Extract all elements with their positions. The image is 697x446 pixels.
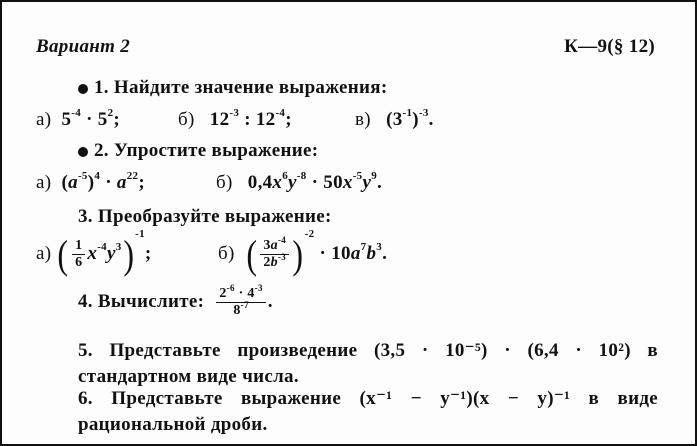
task-number: 3. [78, 206, 93, 227]
bullet-icon [78, 147, 88, 157]
part-expr: $(a^{-5})^4 \cdot a^{22}$; [56, 170, 145, 193]
part-expr: ( $\frac{1}{6}$ $x^{-4}y^3)^{-1}$; [57, 228, 152, 277]
task-number: 1. [94, 77, 109, 98]
task-expr: $\frac{2^{-6} \cdot 4^{-3}}{8^{-7}}$ . [209, 291, 273, 312]
task-number: 6. [78, 388, 93, 409]
task-1-part-c [355, 109, 434, 131]
task-4 [78, 283, 273, 319]
task-5 [78, 338, 658, 390]
part-expr: $(3^{-1})^{-3}$. [375, 107, 434, 130]
task-number: 2. [94, 140, 109, 161]
part-label: а) [36, 243, 52, 264]
task-3-part-a [36, 228, 152, 277]
task-1-heading [78, 77, 388, 99]
task-2-part-b [216, 172, 382, 194]
task-2-part-a [36, 172, 145, 194]
part-expr: $0,4x^6y^{-8} \cdot 50x^{-5}y^9$. [237, 170, 383, 193]
part-expr: $5^{-4} \cdot 5^2$; [56, 107, 121, 130]
part-label: а) [36, 172, 52, 193]
part-expr: $12^{-3}$ : $12^{-4}$; [199, 107, 292, 130]
task-3-heading [78, 206, 332, 228]
task-text: Вычислите: [97, 290, 205, 312]
part-label: б) [218, 243, 235, 264]
test-code: К—9(§ 12) [564, 36, 655, 57]
part-label: б) [216, 172, 233, 193]
task-6 [78, 386, 658, 438]
part-label: в) [355, 109, 371, 130]
part-label: б) [178, 109, 195, 130]
task-text: Преобразуйте выражение: [97, 206, 332, 227]
task-1-part-b [178, 109, 292, 131]
part-label: а) [36, 109, 52, 130]
task-number: 4. [78, 290, 93, 312]
task-1-parts [36, 109, 120, 131]
part-expr: ( $\frac{3a^{-4}}{2b^{-3}}$ )$^{-2} \cdot 10a^7b^3$. [246, 228, 388, 277]
task-text: Найдите значение выражения: [113, 77, 388, 98]
bullet-icon [78, 84, 88, 94]
task-text: Упростите выражение: [113, 140, 319, 161]
task-3-part-b [218, 228, 388, 277]
task-text: Представьте произведение (3,5 · 10⁻⁵) · (6,4 · 10²) в стандартном виде числа. [78, 340, 658, 387]
variant-title: Вариант 2 [36, 36, 131, 57]
task-text: Представьте выражение (x⁻¹ − y⁻¹)(x − y)⁻¹ в виде рациональной дроби. [78, 388, 658, 435]
task-number: 5. [78, 340, 93, 361]
task-2-heading [78, 140, 318, 162]
